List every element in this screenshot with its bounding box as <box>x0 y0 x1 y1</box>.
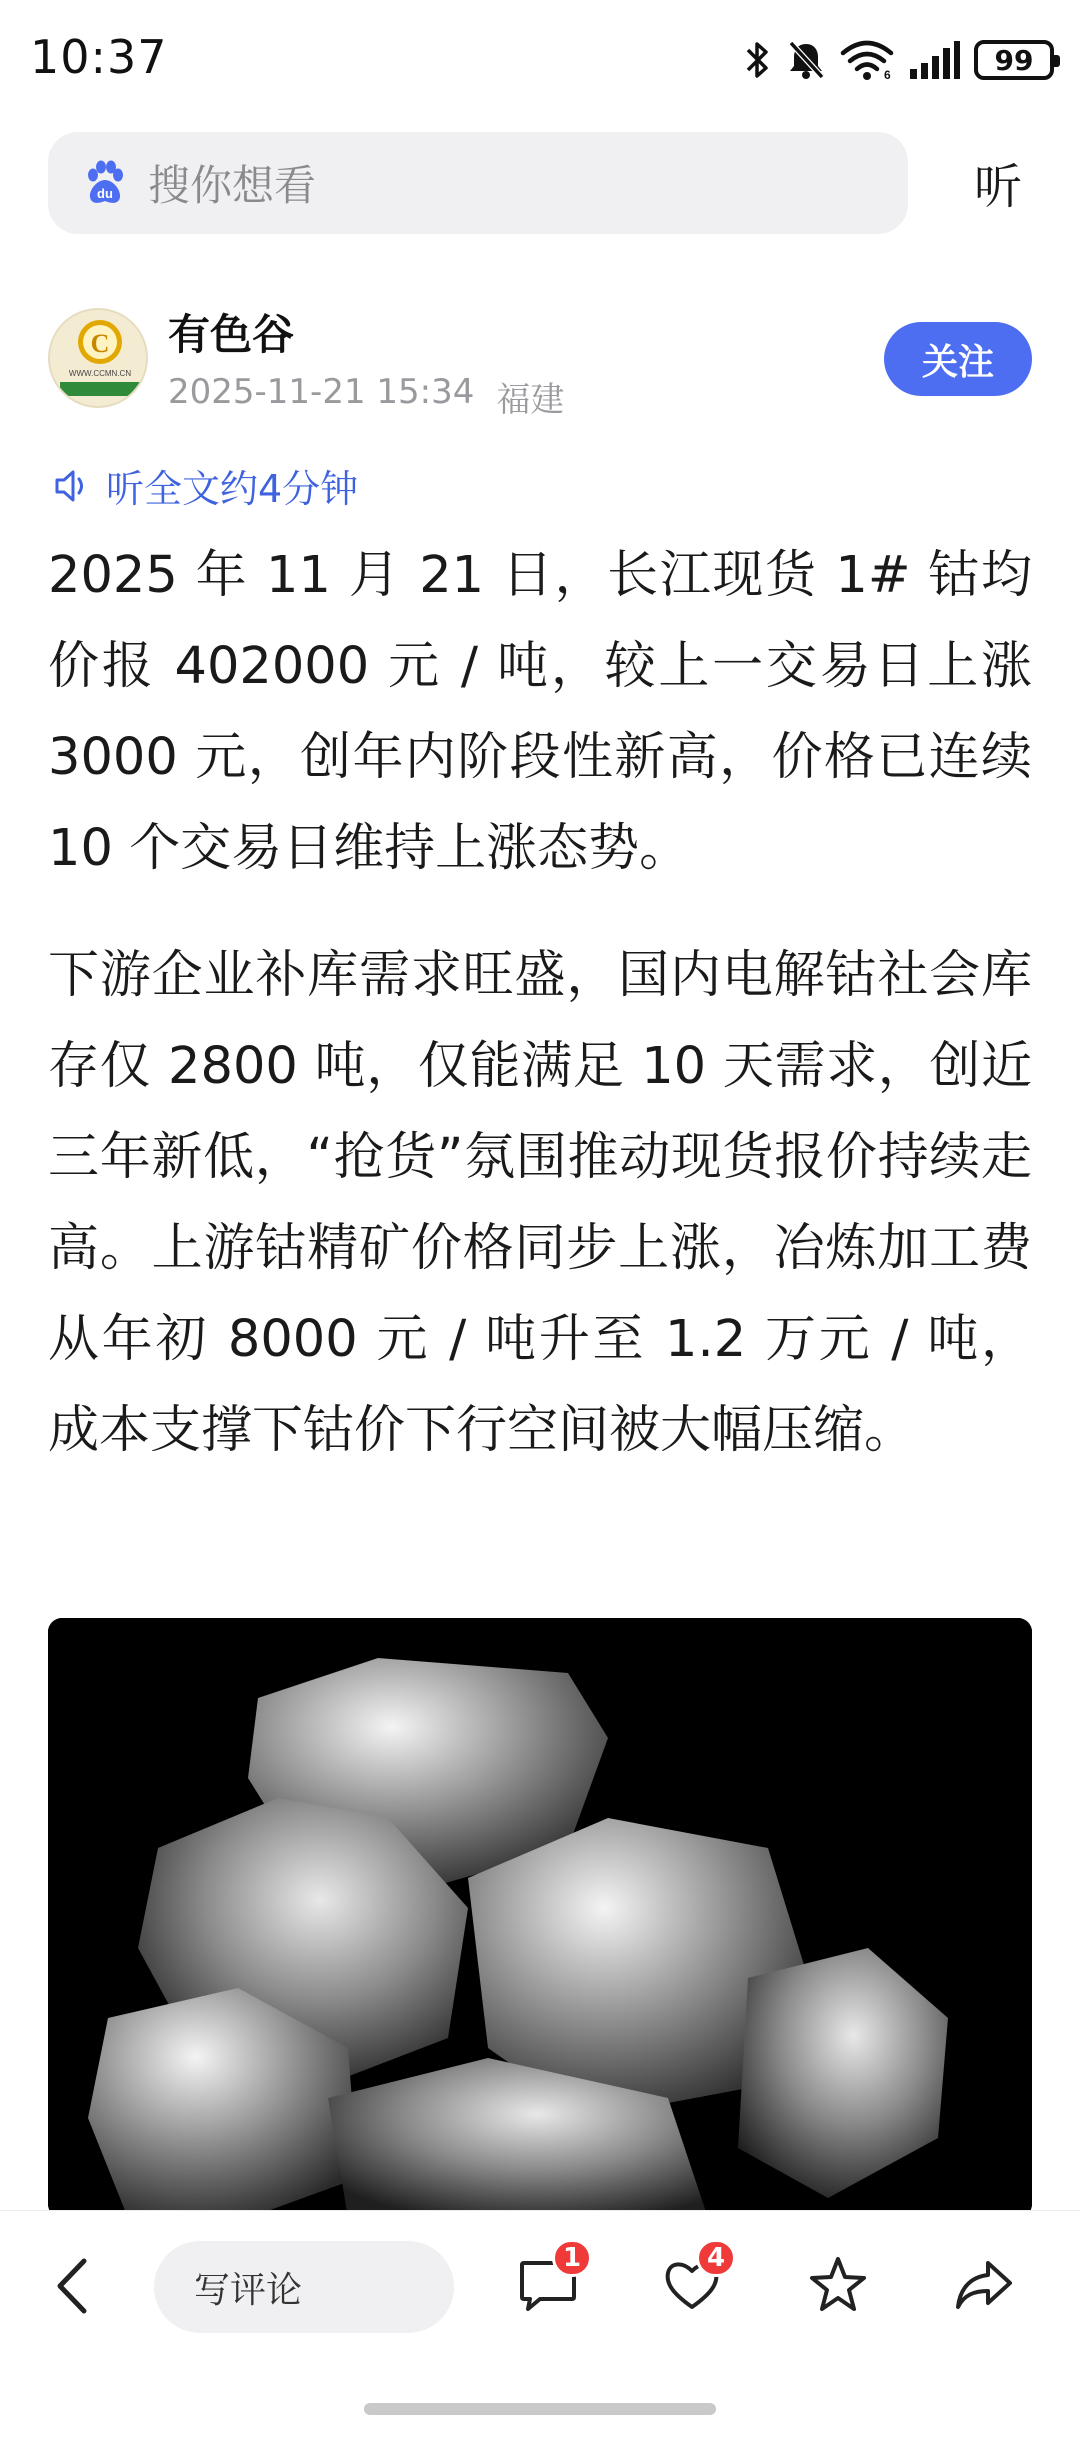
wifi-icon <box>840 39 894 81</box>
like-count-badge: 4 <box>696 2239 736 2277</box>
bottom-action-bar <box>0 2210 1080 2440</box>
article-paragraph: 2025 年 11 月 21 日，长江现货 1# 钴均价报 402000 元 / 吨，较上一交易日上涨 3000 元，创年内阶段性新高，价格已连续 10 个交易日维持上涨态势。 <box>48 546 1032 878</box>
search-placeholder: 搜你想看 <box>148 161 317 210</box>
battery-icon <box>974 40 1054 80</box>
author-name[interactable]: 有色谷 <box>168 310 295 359</box>
star-icon[interactable] <box>806 2253 870 2317</box>
avatar-text: WWW.CCMN.CN <box>68 369 132 378</box>
home-indicator[interactable] <box>364 2403 716 2415</box>
follow-button[interactable]: 关注 <box>884 322 1032 396</box>
publish-date: 2025-11-21 15:34 <box>168 372 475 412</box>
speaker-icon <box>52 466 92 506</box>
article-image-cobalt[interactable] <box>48 1618 1032 2218</box>
write-comment-input[interactable]: 写评论 <box>154 2241 454 2333</box>
share-icon[interactable] <box>952 2253 1016 2317</box>
publish-location: 福建 <box>496 380 565 420</box>
author-meta <box>168 372 564 421</box>
search-input[interactable] <box>48 132 908 234</box>
listen-full-article[interactable] <box>52 458 358 513</box>
listen-label: 听全文约4分钟 <box>106 467 359 511</box>
article-body <box>48 530 1032 1512</box>
baidu-paw-icon <box>82 160 128 206</box>
avatar[interactable] <box>48 308 148 408</box>
signal-icon <box>908 39 960 81</box>
comment-count-badge: 1 <box>552 2239 592 2277</box>
ccmn-logo-icon <box>50 310 148 408</box>
back-icon[interactable] <box>48 2251 96 2321</box>
status-time: 10:37 <box>30 30 168 84</box>
svg-text:6: 6 <box>884 68 891 81</box>
status-bar <box>0 0 1080 120</box>
svg-text:du: du <box>97 186 113 201</box>
listen-button[interactable]: 听 <box>974 159 1023 215</box>
article-paragraph: 下游企业补库需求旺盛，国内电解钴社会库存仅 2800 吨，仅能满足 10 天需求，创近三年新低，“抢货”氛围推动现货报价持续走高。上游钴精矿价格同步上涨，冶炼加工费从年初 8000 元 / 吨升至 1.2 万元 / 吨，成本支撑下钴价下行空间被大幅压缩。 <box>48 946 1032 1460</box>
mute-icon <box>786 39 826 81</box>
cobalt-rocks-illustration <box>48 1618 1032 2218</box>
battery-level: 99 <box>994 43 1034 77</box>
status-icons <box>742 36 1054 84</box>
svg-text:C: C <box>90 329 110 358</box>
bluetooth-icon <box>742 39 772 81</box>
